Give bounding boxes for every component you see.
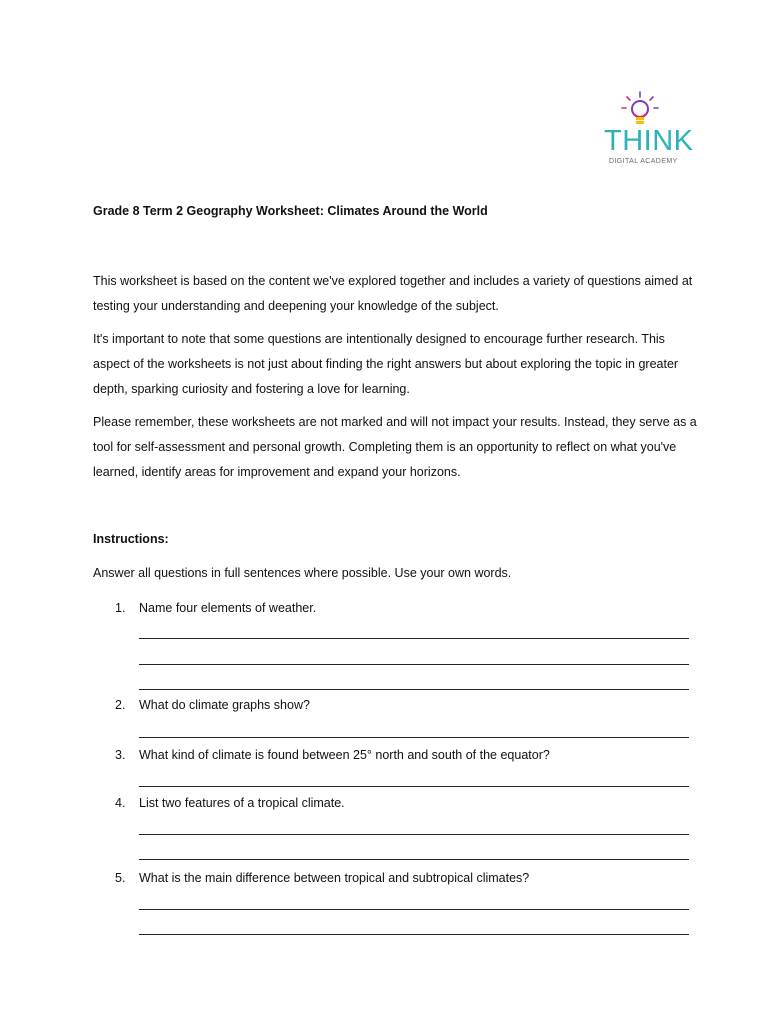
question-number: 2. (115, 698, 126, 712)
answer-line[interactable] (139, 934, 689, 935)
answer-line[interactable] (139, 909, 689, 910)
answer-line[interactable] (139, 638, 689, 639)
question-text: What do climate graphs show? (139, 698, 310, 712)
question-text: List two features of a tropical climate. (139, 796, 345, 810)
question-number: 4. (115, 796, 126, 810)
question-5 (115, 871, 529, 885)
instructions-heading: Instructions: (93, 532, 169, 546)
question-number: 5. (115, 871, 126, 885)
question-text: Name four elements of weather. (139, 601, 317, 615)
answer-line[interactable] (139, 664, 689, 665)
question-3 (115, 748, 550, 762)
instructions-text: Answer all questions in full sentences where possible. Use your own words. (93, 566, 512, 580)
question-4 (115, 796, 345, 810)
answer-line[interactable] (139, 689, 689, 690)
question-text: What kind of climate is found between 25° north and south of the equator? (139, 748, 550, 762)
think-digital-academy-logo (600, 90, 696, 170)
answer-line[interactable] (139, 786, 689, 787)
answer-line[interactable] (139, 859, 689, 860)
question-number: 1. (115, 601, 126, 615)
answer-line[interactable] (139, 737, 689, 738)
answer-line[interactable] (139, 834, 689, 835)
question-1 (115, 601, 316, 615)
logo-subtitle: DIGITAL ACADEMY (609, 158, 678, 165)
intro-paragraph-1: This worksheet is based on the content we've explored together and includes a variety of questions aimed at testing your understanding and deepening your knowledge of the subject. (93, 274, 693, 313)
logo-wordmark: THINK (604, 125, 694, 157)
worksheet-title: Grade 8 Term 2 Geography Worksheet: Climates Around the World (93, 204, 488, 218)
question-2 (115, 698, 310, 712)
question-text: What is the main difference between tropical and subtropical climates? (139, 871, 530, 885)
question-number: 3. (115, 748, 126, 762)
intro-paragraph-2: It's important to note that some questions are intentionally designed to encourage further research. This aspect of the worksheets is not just about finding the right answers but about exploring the topic in greater depth, sparking curiosity and fostering a love for learning. (93, 332, 679, 396)
intro-paragraph-3: Please remember, these worksheets are not marked and will not impact your results. Instead, they serve as a tool for self-assessment and personal growth. Completing them is an opportunity to reflect on what you've learned, identify areas for improvement and expand your horizons. (93, 415, 697, 479)
